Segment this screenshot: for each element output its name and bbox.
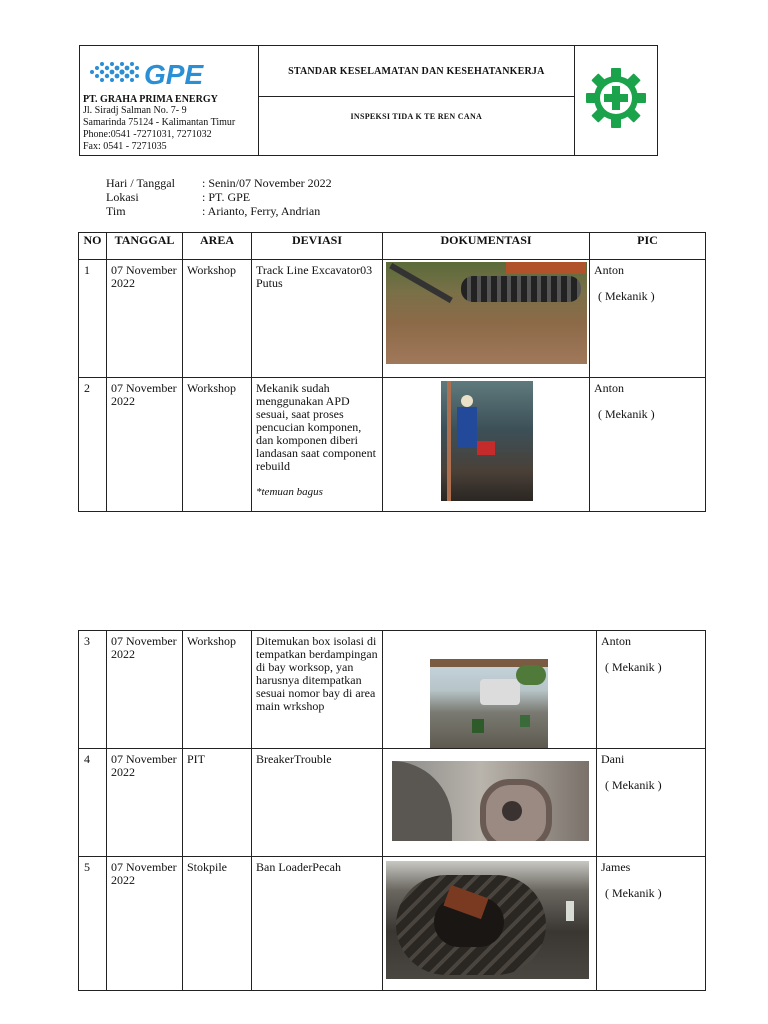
pic-role: ( Mekanik ) [598, 407, 655, 421]
team-value: : Arianto, Ferry, Andrian [202, 204, 321, 218]
pic-name: James [601, 860, 631, 874]
col-header-area: AREA [183, 233, 252, 260]
title-cell [258, 46, 574, 97]
row-area: Workshop [183, 631, 252, 749]
brake-disc-photo [392, 761, 589, 841]
company-name: PT. GRAHA PRIMA ENERGY [83, 94, 218, 105]
row-date: 07 November 2022 [107, 749, 183, 857]
pic-name: Dani [601, 752, 625, 766]
safety-cross-gear-icon [585, 67, 647, 129]
table-row [79, 857, 706, 991]
gpe-logo-text: GPE [144, 59, 204, 90]
inspection-table-1 [78, 232, 706, 512]
row-date: 07 November 2022 [107, 378, 183, 512]
document-header [79, 45, 658, 156]
row-pic [597, 857, 706, 991]
pic-role: ( Mekanik ) [598, 289, 655, 303]
date-label: Hari / Tanggal [106, 176, 175, 190]
col-header-deviation: DEVIASI [252, 233, 383, 260]
row-pic [590, 260, 706, 378]
row-deviation: Ban LoaderPecah [252, 857, 383, 991]
row-area: Stokpile [183, 857, 252, 991]
row-deviation-cell [252, 378, 383, 512]
row-deviation: BreakerTrouble [252, 749, 383, 857]
location-value: : PT. GPE [202, 190, 251, 204]
row-documentation [383, 260, 590, 378]
pic-name: Anton [594, 381, 624, 395]
row-date: 07 November 2022 [107, 857, 183, 991]
workshop-bay-photo [430, 659, 548, 748]
row-pic [597, 749, 706, 857]
inspection-table-2 [78, 630, 706, 991]
document-subtitle: INSPEKSI TIDA K TE REN CANA [350, 112, 483, 121]
pic-role: ( Mekanik ) [605, 886, 662, 900]
row-pic [590, 378, 706, 512]
row-no: 3 [79, 631, 107, 749]
row-deviation: Track Line Excavator03 Putus [252, 260, 383, 378]
col-header-date: TANGGAL [107, 233, 183, 260]
row-area: Workshop [183, 260, 252, 378]
company-block [80, 46, 259, 156]
row-documentation [383, 631, 597, 749]
row-no: 1 [79, 260, 107, 378]
address-line: Samarinda 75124 - Kalimantan Timur [83, 117, 236, 128]
row-no: 4 [79, 749, 107, 857]
row-no: 2 [79, 378, 107, 512]
table-row [79, 631, 706, 749]
document-title: STANDAR KESELAMATAN DAN KESEHATANKERJA [288, 65, 545, 77]
table-header-row [79, 233, 706, 260]
row-date: 07 November 2022 [107, 631, 183, 749]
date-value: : Senin/07 November 2022 [202, 176, 332, 190]
row-area: PIT [183, 749, 252, 857]
col-header-no: NO [79, 233, 107, 260]
row-documentation [383, 749, 597, 857]
gpe-logo-icon [86, 54, 216, 90]
table-row [79, 749, 706, 857]
row-documentation [383, 857, 597, 991]
pic-name: Anton [601, 634, 631, 648]
location-label: Lokasi [106, 190, 139, 204]
subtitle-cell [258, 97, 574, 156]
safety-logo-cell [575, 46, 658, 156]
row-no: 5 [79, 857, 107, 991]
pic-role: ( Mekanik ) [605, 778, 662, 792]
row-note: *temuan bagus [256, 486, 323, 498]
gpe-logo [86, 54, 216, 90]
row-documentation [383, 378, 590, 512]
team-label: Tim [106, 204, 126, 218]
col-header-pic: PIC [590, 233, 706, 260]
table-row [79, 260, 706, 378]
col-header-documentation: DOKUMENTASI [383, 233, 590, 260]
table-row [79, 378, 706, 512]
row-pic [597, 631, 706, 749]
pic-name: Anton [594, 263, 624, 277]
address-line: Jl. Siradj Salman No. 7- 9 [83, 105, 187, 116]
row-deviation: Mekanik sudah menggunakan APD sesuai, saat proses pencucian komponen, dan komponen diberi landasan saat component rebuild [256, 381, 376, 473]
phone-line: Phone:0541 -7271031, 7271032 [83, 129, 212, 140]
pic-role: ( Mekanik ) [605, 660, 662, 674]
row-deviation: Ditemukan box isolasi di tempatkan berdampingan di bay worksop, yan harusnya ditempatkan sesuai nomor bay di area main wrkshop [252, 631, 383, 749]
mechanic-ppe-photo [441, 381, 533, 501]
row-date: 07 November 2022 [107, 260, 183, 378]
loader-tire-photo [386, 861, 589, 979]
fax-line: Fax: 0541 - 7271035 [83, 141, 167, 152]
excavator-track-photo [386, 262, 587, 364]
row-area: Workshop [183, 378, 252, 512]
